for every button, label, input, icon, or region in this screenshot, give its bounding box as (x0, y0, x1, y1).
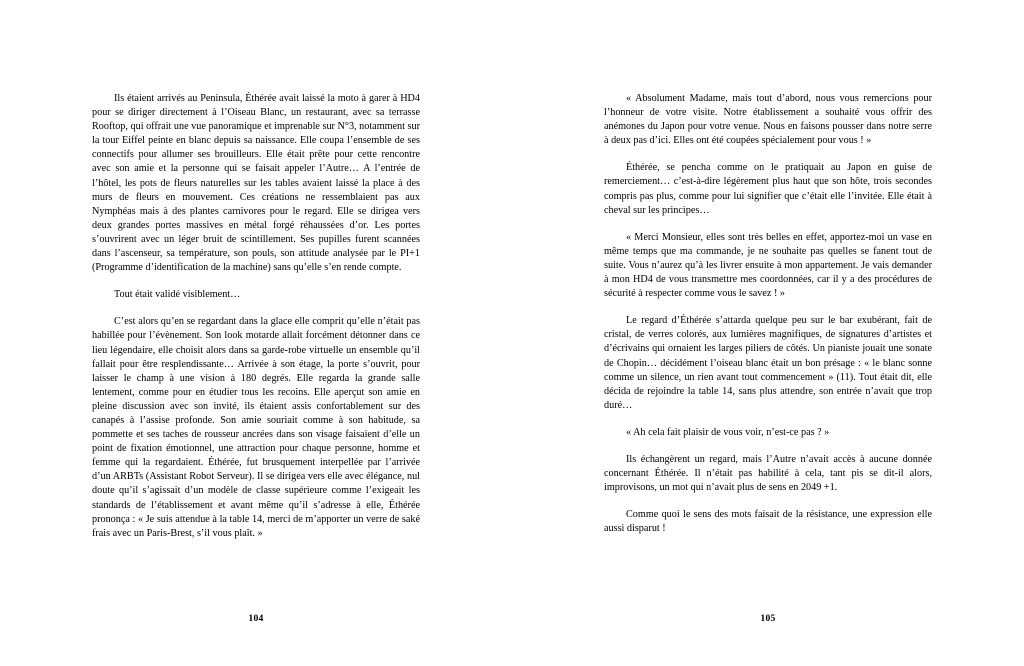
page-number-right: 105 (760, 613, 776, 624)
paragraph: Tout était validé visiblement… (114, 289, 241, 301)
paragraph: Éthérée, se pencha comme on le pratiquait au Japon en guise de remerciement… c’est-à-dire légèrement plus haut que son hôte, trois secondes compris pas plus, comme pour lui signifier que c’était elle l’invitée. Elle était à cheval sur les principes… (604, 162, 932, 216)
paragraph: Comme quoi le sens des mots faisait de la résistance, une expression elle aussi disparut ! (604, 509, 932, 535)
page-right-body (604, 92, 932, 536)
paragraph: Le regard d’Éthérée s’attarda quelque peu sur le bar exubérant, fait de cristal, de verres colorés, aux lumières magnifiques, de signatures d’artistes et d’écrivains qui ornaient les larges piliers de côtés. Un pianiste jouait une sonate de Chopin… décidément l’oiseau blanc était un bon présage : « le blanc sonne comme un silence, un rien avant tout commencement » (11). Tout était dit, elle décida de rejoindre la table 14, sans plus attendre, son entrée n’avait que trop duré… (604, 315, 932, 411)
page-number-left: 104 (248, 613, 264, 624)
paragraph: « Absolument Madame, mais tout d’abord, nous vous remercions pour l’honneur de votre visite. Notre établissement a souhaité vous offrir des anémones du Japon pour votre venue. Nous en faisons pousser dans notre serre à deux pas d’ici. Elles ont été coupées spécialement pour vous ! » (604, 93, 932, 147)
page-right (512, 0, 1024, 666)
paragraph: « Merci Monsieur, elles sont très belles en effet, apportez-moi un vase en même temps que ma commande, je ne souhaite pas quelles se fanent tout de suite. Vous n’aurez qu’à les livrer ensuite à mon appartement. Je vais demander à mon HD4 de vous transmettre mes coordonnées, car il y a des procédures de sécurité à respecter comme vous le savez ! » (604, 231, 932, 300)
paragraph: « Ah cela fait plaisir de vous voir, n’est-ce pas ? » (626, 426, 830, 438)
page-left-body (92, 92, 420, 541)
paragraph: Ils étaient arrivés au Peninsula, Éthérée avait laissé la moto à garer à HD4 pour se diriger directement à l’Oiseau Blanc, un restaurant, avec sa terrasse Rooftop, qui offrait une vue panoramique et imprenable sur N°3, notamment sur la tour Eiffel peinte en blanc depuis sa naissance. Elle coupa l’ensemble de ses connectifs pour allumer ses brouilleurs. Elle était prête pour cette rencontre avec son amie et la personne qui se faisait appeler l’Autre… A l’entrée de l’hôtel, les pots de fleurs naturelles sur les tables avaient laissé la place à des murs de fleurs en mouvement. Ces créations ne ressemblaient pas aux Nymphéas mais à des plantes carnivores pour le regard. Elle se dirigea vers deux grandes portes massives en métal forgé réhaussées d’or. Les portes s’ouvrirent avec un léger bruit de scintillement. Ses pupilles furent scannées dans l’ascenseur, sa température, son pouls, son attitude analysée par le PI+1 (Programme d’identification de la machine) sans qu’elle s’en rende compte. (92, 93, 420, 274)
paragraph: C’est alors qu’en se regardant dans la glace elle comprit qu’elle n’était pas habillée pour l’évènement. Son look motarde allait forcément détonner dans ce lieu légendaire, elle choisit alors dans sa garde-robe virtuelle un ensemble qu’il fallait pour être resplendissante… Arrivée à son étage, la porte s’ouvrit, pour laisser le champ à une vision à 180 degrés. Elle regarda la grande salle lentement, comme pour en étudier tous les recoins. Elle aperçut son amie en pleine discussion avec son invité, ils étaient assis confortablement sur des canapés à l’assise profonde. Son amie souriait comme à son habitude, sa pommette et ses taches de rousseur ancrées dans son visage faisaient d’elle un point de fixation émotionnel, une attraction pour chaque personne, homme et femme qui la regardaient. Éthérée, fut brusquement interpellée par l’arrivée d’un ARBTs (Assistant Robot Serveur). Il se dirigea vers elle avec élégance, nul doute qu’il s’agissait d’un modèle de classe supérieure comme l’exigeait les standards de l’établissement et avant même qu’il s’adresse à elle, Éthérée prononça : « Je suis attendue à la table 14, merci de m’apporter un verre de saké frais avec un Paris-Brest, s’il vous plaît. » (92, 316, 420, 539)
paragraph: Ils échangèrent un regard, mais l’Autre n’avait accès à aucune donnée concernant Éthérée. Il n’était pas habilité à cela, tant pis se dit-il alors, improvisons, un mot qui n’avait plus de sens en 2049 +1. (604, 453, 932, 494)
